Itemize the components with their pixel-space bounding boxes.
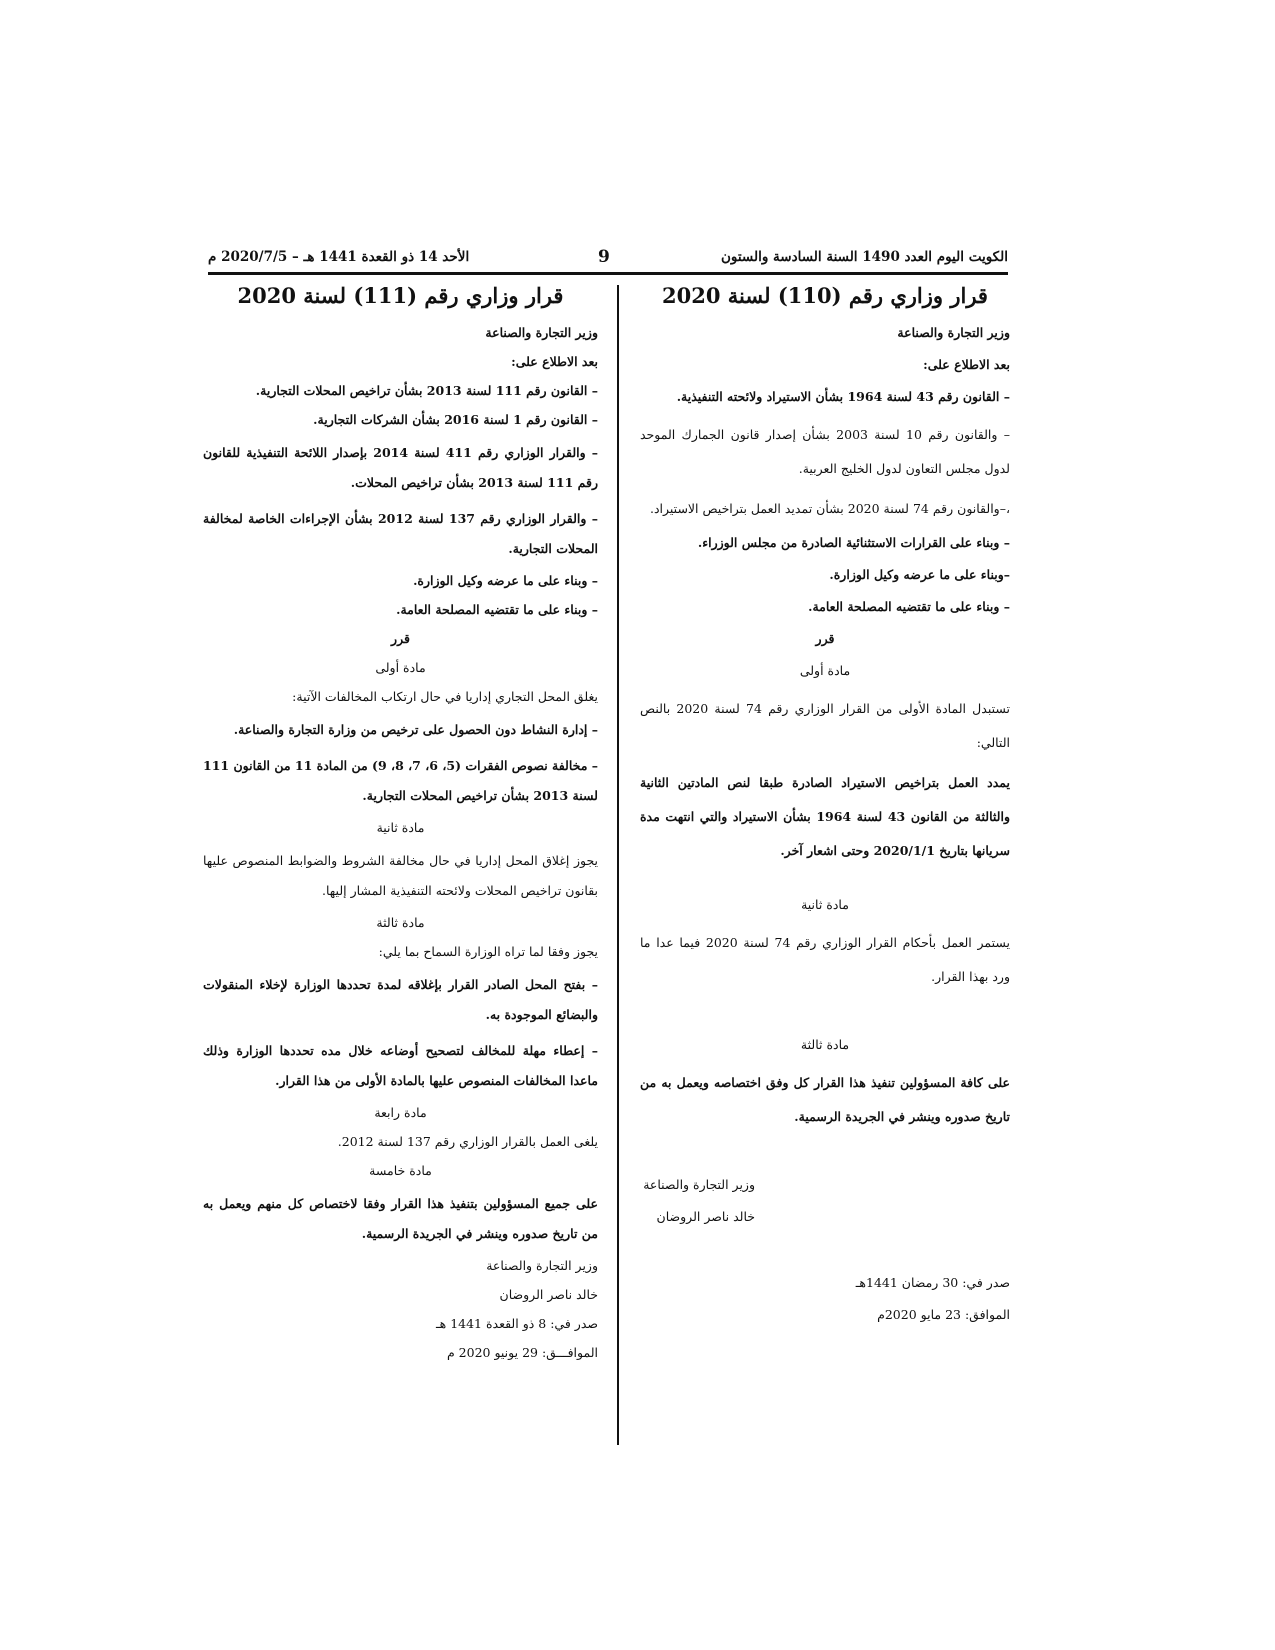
decision-110-article-2-text: يستمر العمل بأحكام القرار الوزاري رقم 74 لسنة 2020 فيما عدا ما ورد بهذا القرار. xyxy=(640,935,1010,984)
decision-111-article-1-item-1: – إدارة النشاط دون الحصول على ترخيص من وزارة التجارة والصناعة. xyxy=(233,722,598,737)
decision-111-recital-4: – والقرار الوزاري رقم 137 لسنة 2012 بشأن الإجراءات الخاصة لمخالفة المحلات التجارية. xyxy=(203,511,598,556)
decision-110-signer-title: وزير التجارة والصناعة xyxy=(643,1177,755,1192)
column-divider xyxy=(617,285,619,1445)
decision-111-article-4-heading: مادة رابعة xyxy=(374,1105,427,1120)
decision-110-signer-name: خالد ناصر الروضان xyxy=(656,1209,755,1224)
decision-111-corresponding-date: الموافـــق: 29 يونيو 2020 م xyxy=(446,1345,598,1360)
decision-111-article-1-heading: مادة أولى xyxy=(375,660,426,675)
decision-110-article-1-text: تستبدل المادة الأولى من القرار الوزاري رقم 74 لسنة 2020 بالنص التالي: xyxy=(640,701,1010,750)
decision-110-decided: قرر xyxy=(815,631,835,646)
decision-110-recital-1: – القانون رقم 43 لسنة 1964 بشأن الاستيراد ولائحته التنفيذية. xyxy=(676,389,1010,404)
decision-111-column xyxy=(203,283,598,1371)
decision-111-article-1-item-2: – مخالفة نصوص الفقرات (5، 6، 7، 8، 9) من المادة 11 من القانون 111 لسنة 2013 بشأن تراخيص المحلات التجارية. xyxy=(203,758,599,803)
decision-111-article-5-heading: مادة خامسة xyxy=(369,1163,432,1178)
decision-110-issuer: وزير التجارة والصناعة xyxy=(897,325,1010,340)
decision-111-article-2-text: يجوز إغلاق المحل إداريا في حال مخالفة الشروط والضوابط المنصوص عليها بقانون تراخيص المحلات ولائحته التنفيذية المشار إليها. xyxy=(203,853,598,898)
decision-110-corresponding-date: الموافق: 23 مايو 2020م xyxy=(877,1307,1010,1322)
decision-110-recital-2: – والقانون رقم 10 لسنة 2003 بشأن إصدار قانون الجمارك الموحد لدول مجلس التعاون لدول الخليج العربية. xyxy=(640,427,1010,476)
decision-111-issuer: وزير التجارة والصناعة xyxy=(485,325,598,340)
decision-110-article-1-quote: يمدد العمل بتراخيص الاستيراد الصادرة طبقا لنص المادتين الثانية والثالثة من القانون 43 لسنة 1964 بشأن الاستيراد والتي انتهت مدة سريانها بتاريخ 2020/1/1 وحتى اشعار آخر. xyxy=(640,775,1010,858)
decision-111-decided: قرر xyxy=(391,631,410,646)
header-issue-info: الكويت اليوم العدد 1490 السنة السادسة والستون xyxy=(720,249,1008,265)
header-rule xyxy=(208,272,1008,275)
decision-110-intro: بعد الاطلاع على: xyxy=(923,357,1010,372)
decision-110-column xyxy=(640,283,1010,1336)
decision-111-article-3-item-1: – بفتح المحل الصادر القرار بإغلاقه لمدة تحددها الوزارة لإخلاء المنقولات والبضائع الموجودة به. xyxy=(203,977,598,1022)
decision-110-article-1-heading: مادة أولى xyxy=(799,663,851,678)
decision-110-title: قرار وزاري رقم (110) لسنة 2020 xyxy=(662,283,988,308)
decision-111-signer-name: خالد ناصر الروضان xyxy=(499,1287,598,1302)
decision-110-recital-3: ،–والقانون رقم 74 لسنة 2020 بشأن تمديد العمل بتراخيص الاستيراد. xyxy=(649,501,1010,516)
decision-111-recital-2: – القانون رقم 1 لسنة 2016 بشأن الشركات التجارية. xyxy=(313,412,598,427)
decision-111-article-3-item-2: – إعطاء مهلة للمخالف لتصحيح أوضاعه خلال مده تحددها الوزارة وذلك ماعدا المخالفات المنصوص عليها بالمادة الأولى من هذا القرار. xyxy=(203,1043,598,1088)
page-number: 9 xyxy=(598,247,610,267)
page-header xyxy=(208,249,1008,271)
decision-110-recital-5: –وبناء على ما عرضه وكيل الوزارة. xyxy=(829,567,1010,582)
decision-111-article-3-text: يجوز وفقا لما تراه الوزارة السماح بما يلي: xyxy=(378,944,598,959)
header-date: الأحد 14 ذو القعدة 1441 هـ – 2020/7/5 م xyxy=(208,249,470,265)
decision-111-recital-1: – القانون رقم 111 لسنة 2013 بشأن تراخيص المحلات التجارية. xyxy=(255,383,598,398)
decision-111-article-4-text: يلغى العمل بالقرار الوزاري رقم 137 لسنة 2012. xyxy=(337,1134,598,1149)
decision-111-article-2-heading: مادة ثانية xyxy=(376,820,425,835)
decision-111-intro: بعد الاطلاع على: xyxy=(511,354,598,369)
decision-111-title: قرار وزاري رقم (111) لسنة 2020 xyxy=(237,283,564,308)
decision-110-recital-6: – وبناء على ما تقتضيه المصلحة العامة. xyxy=(808,599,1010,614)
decision-111-recital-5: – وبناء على ما عرضه وكيل الوزارة. xyxy=(413,573,598,588)
decision-110-recital-4: – وبناء على القرارات الاستثنائية الصادرة من مجلس الوزراء. xyxy=(697,535,1010,550)
decision-110-article-3-heading: مادة ثالثة xyxy=(800,1037,850,1052)
decision-111-article-3-heading: مادة ثالثة xyxy=(376,915,425,930)
decision-110-issued-date: صدر في: 30 رمضان 1441هـ xyxy=(855,1275,1010,1290)
decision-111-recital-3: – والقرار الوزاري رقم 411 لسنة 2014 بإصدار اللائحة التنفيذية للقانون رقم 111 لسنة 2013 بشأن تراخيص المحلات. xyxy=(203,445,598,490)
decision-111-signer-title: وزير التجارة والصناعة xyxy=(486,1258,598,1273)
decision-110-article-2-heading: مادة ثانية xyxy=(801,897,849,912)
decision-111-issued-date: صدر في: 8 ذو القعدة 1441 هـ xyxy=(435,1316,598,1331)
decision-111-article-1-text: يغلق المحل التجاري إداريا في حال ارتكاب المخالفات الآتية: xyxy=(292,689,598,704)
decision-111-article-5-text: على جميع المسؤولين بتنفيذ هذا القرار وفقا لاختصاص كل منهم ويعمل به من تاريخ صدوره وينشر في الجريدة الرسمية. xyxy=(203,1196,598,1241)
decision-110-article-3-text: على كافة المسؤولين تنفيذ هذا القرار كل وفق اختصاصه ويعمل به من تاريخ صدوره وينشر في الجريدة الرسمية. xyxy=(640,1075,1010,1124)
decision-111-recital-6: – وبناء على ما تقتضيه المصلحة العامة. xyxy=(396,602,598,617)
